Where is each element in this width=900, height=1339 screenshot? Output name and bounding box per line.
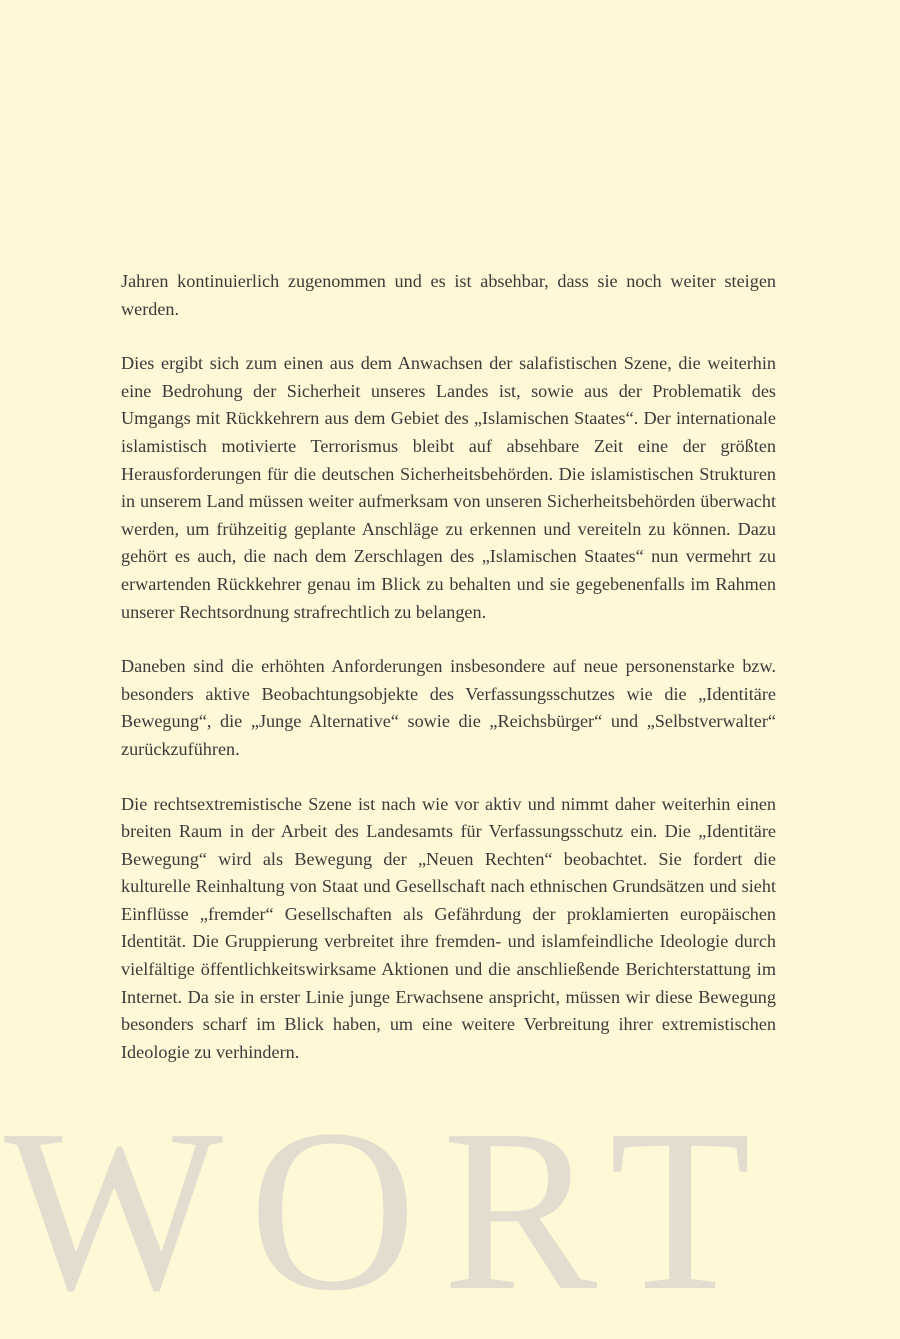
paragraph-3: Daneben sind die erhöhten Anforderungen insbesondere auf neue personenstarke bzw. besonders aktive Beobachtungsobjekte des Verfassungsschutzes wie die „Identitäre Bewegung“, die „Junge Alternative“ sowie die „Reichsbürger“ und „Selbstverwalter“ zurückzuführen.: [121, 656, 776, 759]
paragraph-1: Jahren kontinuierlich zugenommen und es ist absehbar, dass sie noch weiter steigen werden.: [121, 271, 776, 319]
paragraph-4: Die rechtsextremistische Szene ist nach wie vor aktiv und nimmt daher weiterhin einen breiten Raum in der Arbeit des Landesamts für Verfassungsschutz ein. Die „Identitäre Bewegung“ wird als Bewegung der „Neuen Rechten“ beobachtet. Sie fordert die kulturelle Reinhaltung von Staat und Gesellschaft nach ethnischen Grundsätzen und sieht Einflüsse „fremder“ Gesellschaften als Gefährdung der proklamierten europäischen Identität. Die Gruppierung verbreitet ihre fremden- und islamfeindliche Ideologie durch vielfältige öffentlichkeitswirksame Aktionen und die anschließende Berichterstattung im Internet. Da sie in erster Linie junge Erwachsene anspricht, müssen wir diese Bewegung besonders scharf im Blick haben, um eine weitere Verbreitung ihrer extremistischen Ideologie zu verhindern.: [121, 793, 776, 1062]
body-text: [121, 268, 776, 1093]
paragraph-2: Dies ergibt sich zum einen aus dem Anwachsen der salafistischen Szene, die weiterhin eine Bedrohung der Sicherheit unseres Landes ist, sowie aus der Problematik des Umgangs mit Rückkehrern aus dem Gebiet des „Islamischen Staates“. Der internationale islamistisch motivierte Terrorismus bleibt auf absehbare Zeit eine der größten Herausforderungen für die deutschen Sicherheitsbehörden. Die islamistischen Strukturen in unserem Land müssen weiter aufmerksam von unseren Sicherheitsbehörden überwacht werden, um frühzeitig geplante Anschläge zu erkennen und vereiteln zu können. Dazu gehört es auch, die nach dem Zerschlagen des „Islamischen Staates“ nun vermehrt zu erwartenden Rückkehrer genau im Blick zu behalten und sie gegebenenfalls im Rahmen unserer Rechtsordnung strafrechtlich zu belangen.: [121, 353, 776, 622]
watermark-text: WORT: [4, 1082, 778, 1339]
